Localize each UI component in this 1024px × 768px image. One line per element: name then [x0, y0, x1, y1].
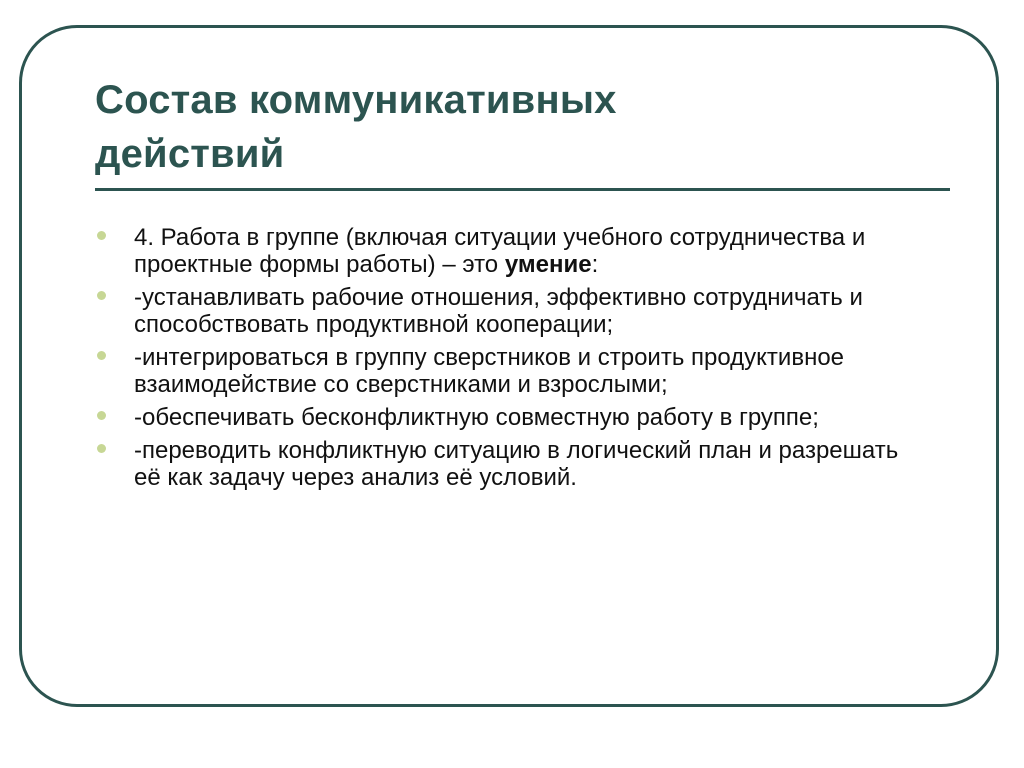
bullet-text: -переводить конфликтную ситуацию в логический план и разрешать её как задачу через анализ её условий. [134, 437, 899, 491]
bullet-item [97, 284, 927, 338]
title-divider [95, 188, 950, 191]
bullet-text: -обеспечивать бесконфликтную совместную работу в группе; [134, 404, 819, 431]
bullet-item [97, 344, 927, 398]
bullet-item [97, 404, 927, 431]
slide-title [95, 73, 855, 181]
bullet-item [97, 437, 927, 491]
bullet-text-before: 4. Работа в группе (включая ситуации учебного сотрудничества и проектные формы работы) – это [134, 224, 866, 278]
slide-title-line-1: Состав коммуникативных [95, 78, 617, 122]
bullet-icon [97, 291, 106, 300]
bullet-list [97, 224, 927, 497]
bullet-bold-word: умение [504, 251, 592, 278]
bullet-icon [97, 351, 106, 360]
bullet-text: -устанавливать рабочие отношения, эффективно сотрудничать и способствовать продуктивной кооперации; [134, 284, 863, 338]
bullet-icon [97, 411, 106, 420]
bullet-item [97, 224, 927, 278]
bullet-text-after: : [591, 251, 599, 278]
bullet-icon [97, 444, 106, 453]
bullet-text: -интегрироваться в группу сверстников и строить продуктивное взаимодействие со сверстниками и взрослыми; [134, 344, 845, 398]
slide-title-line-2: действий [95, 132, 285, 176]
bullet-icon [97, 231, 106, 240]
